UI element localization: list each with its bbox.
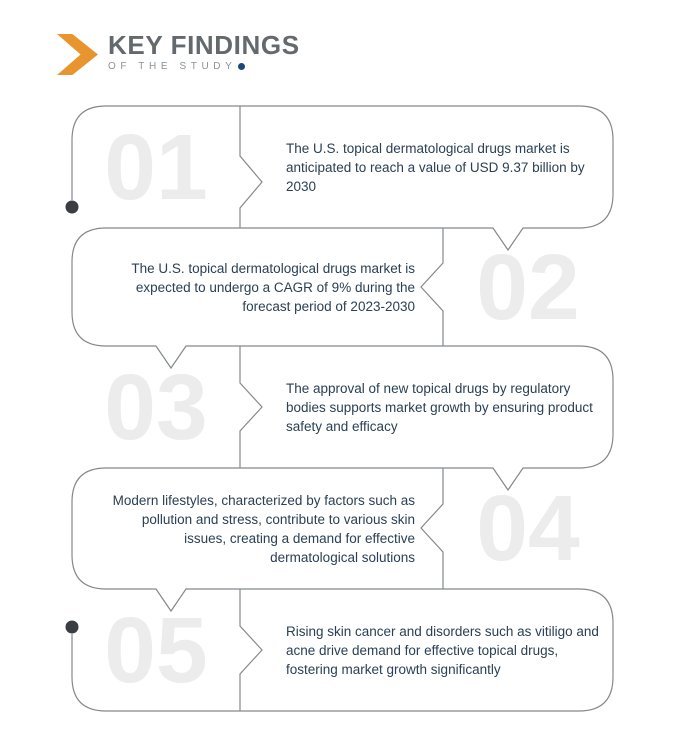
page-subtitle bbox=[108, 61, 300, 72]
finding-row-3 bbox=[72, 346, 613, 468]
finding-text-3 bbox=[240, 346, 613, 468]
finding-text-4 bbox=[72, 468, 443, 589]
finding-number-5: 05 bbox=[104, 597, 208, 702]
finding-text-5-content: Rising skin cancer and disorders such as vitiligo and acne drive demand for effective topical drugs, fostering market growth significantly bbox=[286, 623, 599, 677]
finding-text-2-content: The U.S. topical dermatological drugs market is expected to undergo a CAGR of 9% during the forecast period of 2023-2030 bbox=[131, 260, 415, 314]
page-title: KEY FINDINGS bbox=[108, 30, 300, 60]
finding-number-4: 04 bbox=[476, 476, 580, 580]
orange-chevron-right-icon bbox=[57, 34, 98, 75]
finding-number-1: 01 bbox=[104, 114, 208, 219]
subtitle-text: OF THE STUDY bbox=[108, 61, 237, 72]
finding-text-1-content: The U.S. topical dermatological drugs market is anticipated to reach a value of USD 9.37 billion by 2030 bbox=[286, 140, 585, 194]
title-block bbox=[108, 32, 300, 72]
finding-number-2: 02 bbox=[476, 234, 580, 339]
finding-text-3-content: The approval of new topical drugs by regulatory bodies supports market growth by ensuring product safety and efficacy bbox=[286, 380, 593, 434]
finding-row-2 bbox=[72, 228, 613, 346]
finding-row-4 bbox=[72, 468, 613, 589]
finding-text-5 bbox=[240, 589, 613, 711]
header bbox=[57, 32, 300, 75]
finding-row-5 bbox=[72, 589, 613, 711]
finding-text-1 bbox=[240, 106, 613, 228]
finding-text-4-content: Modern lifestyles, characterized by factors such as pollution and stress, contribute to various skin issues, creating a demand for effective dermatological solutions bbox=[112, 492, 415, 565]
finding-row-1 bbox=[72, 106, 613, 228]
finding-number-3: 03 bbox=[104, 354, 208, 459]
brand-dot-icon bbox=[238, 63, 245, 70]
finding-text-2 bbox=[72, 228, 443, 346]
